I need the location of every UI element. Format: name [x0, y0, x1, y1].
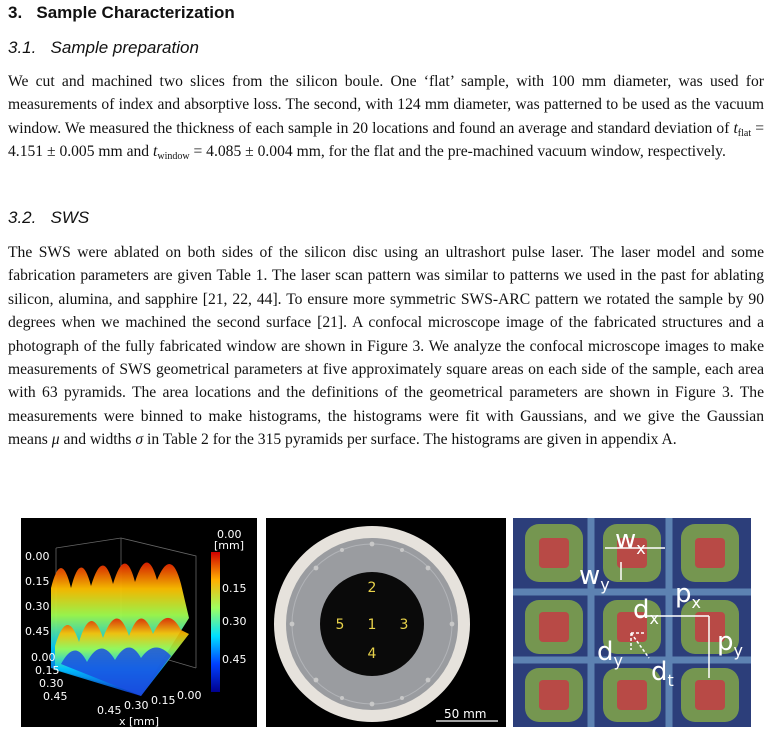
var-sigma: σ [135, 431, 144, 449]
y-tick: 0.15 [35, 664, 60, 677]
label-dy: d [597, 637, 614, 667]
colorbar-tick: 0.15 [222, 582, 247, 595]
figure-confocal-image [513, 518, 751, 727]
x-tick: 0.15 [151, 694, 176, 707]
label-wy-sub: y [600, 575, 610, 594]
label-px: p [675, 579, 692, 609]
subsection-number: 3.1. [8, 38, 37, 57]
x-tick: 0.30 [124, 699, 149, 712]
label-py: p [717, 627, 734, 657]
label-wx: w [615, 525, 637, 555]
label-dx-sub: x [649, 609, 659, 628]
area-label-3: 3 [399, 617, 409, 633]
z-tick: 0.15 [25, 575, 50, 588]
y-tick: 0.45 [43, 690, 68, 703]
figure-3d-surface-plot [21, 518, 257, 727]
subsection-number: 3.2. [8, 208, 37, 227]
scale-label: 50 mm [444, 707, 487, 721]
x-axis-label: x [mm] [119, 715, 160, 727]
area-label-2: 2 [367, 580, 377, 596]
y-tick: 0.30 [39, 677, 64, 690]
text-run: The SWS were ablated on both sides of the silicon disc using an ultrashort pulse laser. The laser model and some fabrication parameters are given Table 1. The laser scan pattern was similar to patterns we used in the past for ablating silicon, alumina, and sapphire [21, 22, 44]. To ensure more symmetric SWS-ARC pattern we rotated the sample by 90 degrees when we machined the second surface [21]. A confocal microscope image of the fabricated structures and a photograph of the fully fabricated window are shown in Figure 3. We analyze the confocal microscope images to make measurements of SWS geometrical parameters at five approximately square areas on each side of the sample, each area with 63 pyramids. The area locations and the definitions of the geometrical parameters are shown in Figure 3. The measurements were binned to make histograms, the histograms were fit with Gaussians, and we give the Gaussian means [8, 244, 764, 449]
z-tick: 0.00 [25, 550, 50, 563]
label-wy: w [579, 561, 601, 591]
x-tick: 0.45 [97, 704, 122, 717]
label-dt: d [651, 657, 668, 687]
area-label-4: 4 [367, 646, 377, 662]
sub-window: window [157, 151, 190, 163]
subsection-title: SWS [50, 208, 90, 227]
subsection-heading-1 [8, 38, 199, 58]
var-mu: μ [51, 431, 60, 449]
section-number: 3. [8, 3, 23, 22]
colorbar-tick: 0.00 [217, 528, 242, 541]
label-py-sub: y [733, 641, 743, 660]
colorbar-tick: 0.45 [222, 653, 247, 666]
label-dt-sub: t [667, 671, 674, 690]
text-run: in Table 2 for the 315 pyramids per surface. The histograms are given in appendix A. [143, 431, 677, 449]
label-dy-sub: y [613, 651, 623, 670]
section-heading [8, 3, 235, 23]
z-tick: 0.45 [25, 625, 50, 638]
area-label-1: 1 [367, 617, 377, 633]
z-tick: 0.30 [25, 600, 50, 613]
y-tick: 0.00 [31, 651, 56, 664]
subsection-heading-2 [8, 208, 89, 228]
paragraph-sample-preparation [8, 70, 764, 164]
text-run: = 4.085 ± 0.004 mm, for the flat and the pre-machined vacuum window, respectively. [189, 143, 726, 161]
subsection-title: Sample preparation [50, 38, 199, 57]
text-run: and widths [59, 431, 136, 449]
label-dx: d [633, 595, 650, 625]
figure-window-photo [266, 518, 506, 727]
label-px-sub: x [691, 593, 701, 612]
label-wx-sub: x [636, 539, 646, 558]
x-tick: 0.00 [177, 689, 202, 702]
area-label-5: 5 [335, 617, 345, 633]
var-t: t [733, 119, 738, 137]
var-t: t [153, 143, 158, 161]
sub-flat: flat [737, 127, 752, 139]
colorbar-tick: 0.30 [222, 615, 247, 628]
text-run: = 4.151 ± 0.005 mm and [8, 119, 764, 161]
colorbar [211, 552, 220, 692]
paragraph-sws [8, 241, 764, 452]
text-run: We cut and machined two slices from the silicon boule. One ‘flat’ sample, with 100 mm diameter, was used for measurements of index and absorptive loss. The second, with 124 mm diameter, was patterned to be used as the vacuum window. We measured the thickness of each sample in 20 locations and found an average and standard deviation of [8, 73, 764, 137]
section-title: Sample Characterization [36, 3, 235, 22]
colorbar-unit: [mm] [214, 539, 245, 552]
